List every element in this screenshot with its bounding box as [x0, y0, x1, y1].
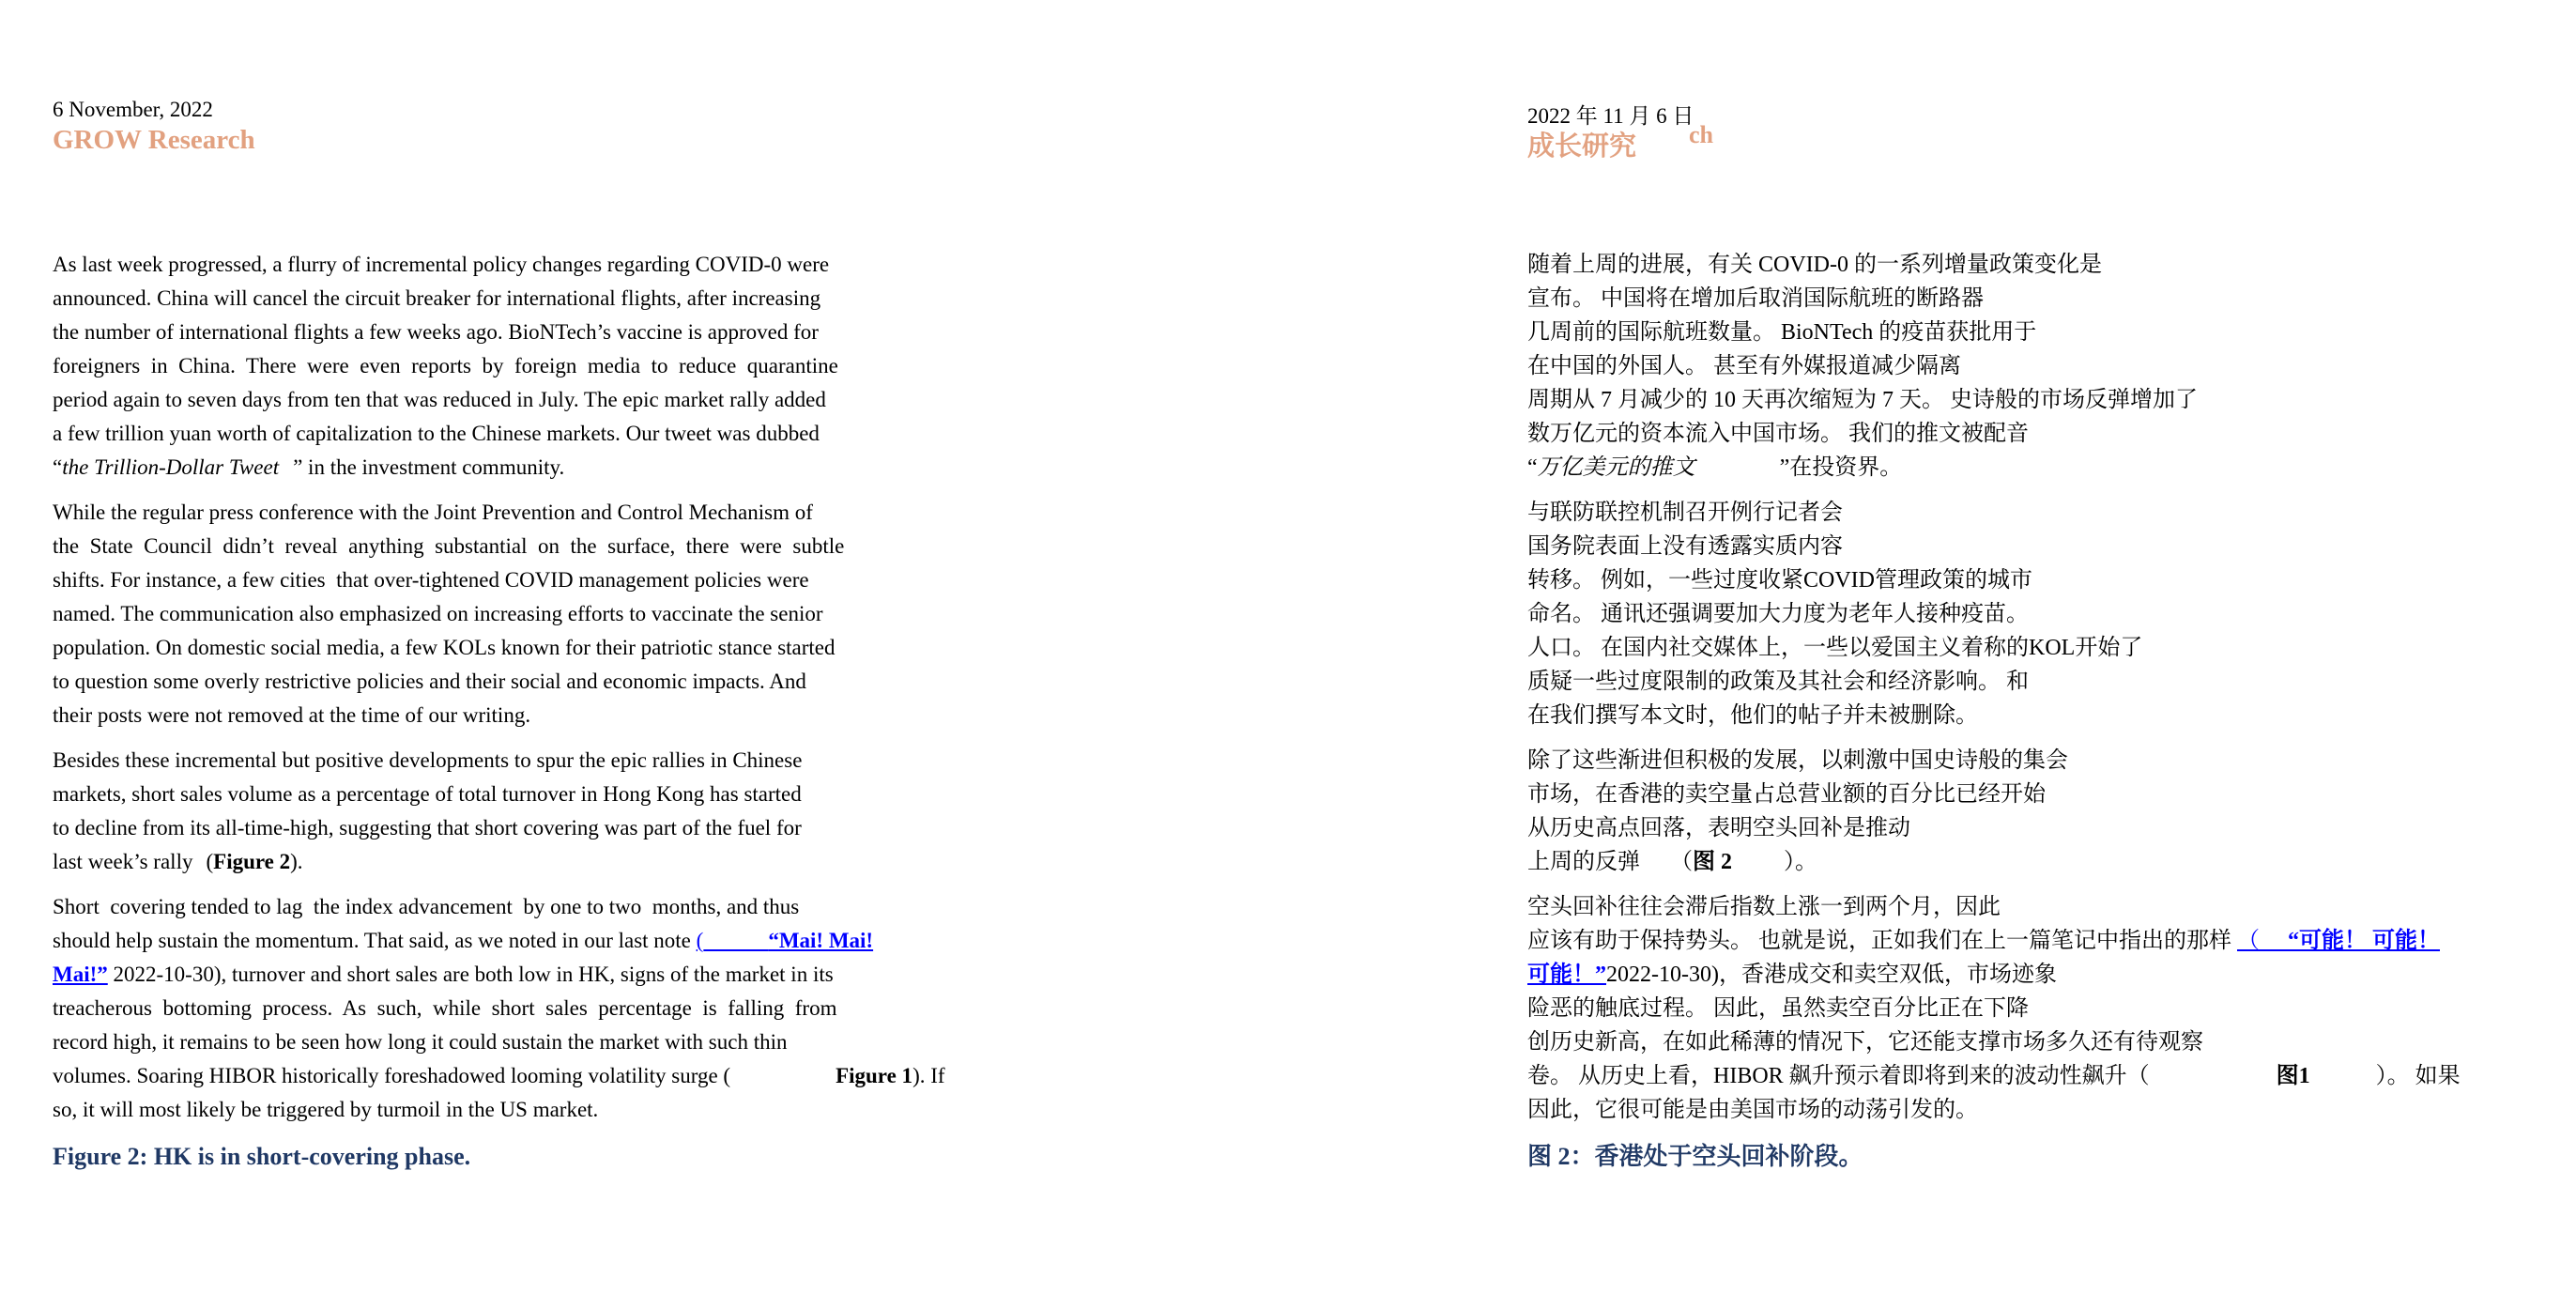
- link-paren[interactable]: (: [696, 929, 704, 952]
- text-line: While the regular press conference with the Joint Prevention and Control Mechanism of: [53, 501, 813, 524]
- text-line: 国务院表面上没有透露实质内容: [1527, 534, 1843, 559]
- figure-ref-2: Figure 2: [213, 850, 291, 873]
- paragraph-cn-2: [1527, 496, 2461, 732]
- text-line: 上周的反弹: [1527, 850, 1640, 874]
- quote-mark: “: [53, 455, 63, 479]
- figure-ref-1: Figure 1: [836, 1064, 913, 1087]
- figure-ref-1: 图1: [2276, 1064, 2310, 1088]
- text-line: to decline from its all-time-high, suggesting that short covering was part of the fuel for: [53, 816, 802, 840]
- italic-quote-text: 万亿美元的推文: [1537, 455, 1695, 480]
- text-line: 从历史高点回落，表明空头回补是推动: [1527, 816, 1910, 840]
- spacer: [2310, 1082, 2376, 1083]
- english-column: [53, 0, 1113, 1294]
- figure-ref-2: 图 2: [1693, 850, 1732, 874]
- paren-open: (: [206, 850, 214, 873]
- text-line: 与联防联控机制召开例行记者会: [1527, 501, 1843, 525]
- text-line: treacherous bottoming process. As such, while short sales percentage is falling from: [53, 996, 837, 1020]
- link-text[interactable]: Mai!”: [53, 963, 108, 986]
- text-line: foreigners in China. There were even reports by foreign media to reduce quarantine: [53, 354, 838, 377]
- spacer: [730, 1082, 836, 1083]
- text-line: markets, short sales volume as a percentage of total turnover in Hong Kong has started: [53, 782, 802, 806]
- text-line: ）。 如果: [2375, 1064, 2461, 1088]
- text-line: so, it will most likely be triggered by turmoil in the US market.: [53, 1098, 599, 1121]
- text-line: 2022-10-30)，香港成交和卖空双低，市场迹象: [1606, 963, 2057, 987]
- link-mai-mai-mai[interactable]: [697, 929, 873, 952]
- text-line: 转移。 例如，一些过度收紧COVID管理政策的城市: [1527, 568, 2032, 593]
- text-line: announced. China will cancel the circuit breaker for international flights, after increasing: [53, 286, 821, 310]
- link-paren[interactable]: （: [2237, 929, 2260, 953]
- link-gap[interactable]: [2260, 929, 2288, 953]
- text-line: As last week progressed, a flurry of incremental policy changes regarding COVID-0 were: [53, 253, 830, 276]
- spacer: [2150, 1082, 2277, 1083]
- text-line: 空头回补往往会滞后指数上涨一到两个月，因此: [1527, 895, 2001, 919]
- paren-close: ).: [290, 850, 303, 873]
- paragraph-en-2: [53, 496, 945, 732]
- text-line: shifts. For instance, a few cities that over-tightened COVID management policies were: [53, 568, 809, 592]
- spacer: [1695, 473, 1780, 474]
- text-line: 数万亿元的资本流入中国市场。 我们的推文被配音: [1527, 422, 2029, 446]
- spacer: [279, 473, 293, 474]
- brand-text: 成长研究: [1527, 131, 1637, 162]
- paren-close: ）。: [1784, 850, 1817, 874]
- text-line: 人口。 在国内社交媒体上，一些以爱国主义着称的KOL开始了: [1527, 636, 2143, 660]
- text-line: 在我们撰写本文时，他们的帖子并未被删除。: [1527, 703, 1978, 728]
- italic-quote-text: the Trillion-Dollar Tweet: [62, 455, 280, 479]
- text-line: 市场，在香港的卖空量占总营业额的百分比已经开始: [1527, 782, 2046, 807]
- date: 6 November, 2022: [53, 98, 213, 121]
- link-keneng-wrap[interactable]: [1527, 963, 1606, 987]
- brand-superscript: ch: [1689, 121, 1714, 148]
- chinese-column: [1527, 0, 2576, 1294]
- spacer: [1732, 868, 1784, 869]
- brand-title: [53, 124, 255, 156]
- text-line: 除了这些渐进但积极的发展，以刺激中国史诗般的集会: [1527, 748, 2068, 773]
- quote-mark: “: [1527, 455, 1538, 480]
- text-line: 卷。 从历史上看，HIBOR 飙升预示着即将到来的波动性飙升（: [1527, 1064, 2150, 1088]
- link-gap[interactable]: [703, 929, 768, 952]
- text-line: 质疑一些过度限制的政策及其社会和经济影响。 和: [1527, 670, 2029, 694]
- date: 2022 年 11 月 6 日: [1527, 104, 1694, 128]
- text-line: 因此，它很可能是由美国市场的动荡引发的。: [1527, 1098, 1978, 1122]
- text-line: 创历史新高，在如此稀薄的情况下，它还能支撑市场多久还有待观察: [1527, 1030, 2203, 1055]
- text-line: 几周前的国际航班数量。 BioNTech 的疫苗获批用于: [1527, 320, 2037, 345]
- text-line: population. On domestic social media, a few KOLs known for their patriotic stance started: [53, 636, 836, 659]
- link-text[interactable]: 可能！”: [1527, 963, 1606, 987]
- text-line: 2022-10-30), turnover and short sales are both low in HK, signs of the market in its: [107, 963, 834, 986]
- text-line: record high, it remains to be seen how long it could sustain the market with such thin: [53, 1030, 788, 1054]
- link-text[interactable]: “Mai! Mai!: [768, 929, 874, 952]
- paragraph-cn-4: [1527, 890, 2461, 1127]
- paragraph-en-1: [53, 248, 945, 485]
- text-line: 命名。 通讯还强调要加大力度为老年人接种疫苗。: [1527, 602, 2029, 626]
- brand-title: [1527, 121, 1714, 163]
- text-line: 应该有助于保持势头。 也就是说，正如我们在上一篇笔记中指出的那样: [1527, 929, 2237, 953]
- text-line: ” in the investment community.: [293, 455, 565, 479]
- text-line: Short covering tended to lag the index advancement by one to two months, and thus: [53, 895, 800, 918]
- text-line: should help sustain the momentum. That said, as we noted in our last note: [53, 929, 697, 952]
- paragraph-en-3: [53, 744, 945, 879]
- text-line: 在中国的外国人。 甚至有外媒报道减少隔离: [1527, 354, 1961, 378]
- figure-caption-cn: 图 2：香港处于空头回补阶段。: [1527, 1143, 1863, 1170]
- text-line: 险恶的触底过程。 因此，虽然卖空百分比正在下降: [1527, 996, 2029, 1021]
- brand-text: GROW Research: [53, 125, 255, 155]
- text-line: ). If: [912, 1064, 945, 1087]
- text-line: a few trillion yuan worth of capitalization to the Chinese markets. Our tweet was dubbed: [53, 422, 820, 445]
- spacer: [192, 868, 206, 869]
- text-line: period again to seven days from ten that was reduced in July. The epic market rally added: [53, 388, 826, 411]
- paragraph-cn-1: [1527, 248, 2461, 485]
- text-line: Besides these incremental but positive developments to spur the epic rallies in Chinese: [53, 748, 803, 772]
- text-line: ”在投资界。: [1779, 455, 1903, 480]
- text-line: the State Council didn’t reveal anything substantial on the surface, there were subtle: [53, 534, 845, 558]
- spacer: [1640, 868, 1670, 869]
- text-line: their posts were not removed at the time of our writing.: [53, 703, 531, 727]
- text-line: 随着上周的进展，有关 COVID-0 的一系列增量政策变化是: [1527, 253, 2102, 277]
- text-line: 宣布。 中国将在增加后取消国际航班的断路器: [1527, 286, 1984, 311]
- text-line: last week’s rally: [53, 850, 193, 873]
- paragraph-cn-3: [1527, 744, 2461, 879]
- link-mai-mai-mai-wrap[interactable]: [53, 963, 108, 986]
- text-line: the number of international flights a few weeks ago. BioNTech’s vaccine is approved for: [53, 320, 819, 344]
- text-line: to question some overly restrictive policies and their social and economic impacts. And: [53, 670, 806, 693]
- figure-caption-en: Figure 2: HK is in short-covering phase.: [53, 1143, 471, 1170]
- english-body: [53, 248, 945, 1174]
- paragraph-en-4: [53, 890, 945, 1127]
- text-line: named. The communication also emphasized on increasing efforts to vaccinate the senior: [53, 602, 823, 625]
- chinese-body: [1527, 248, 2461, 1174]
- link-keneng[interactable]: [2237, 929, 2440, 953]
- link-text[interactable]: “可能！ 可能！: [2288, 929, 2440, 953]
- text-line: 周期从 7 月减少的 10 天再次缩短为 7 天。 史诗般的市场反弹增加了: [1527, 388, 2198, 412]
- paren-open: （: [1670, 850, 1693, 874]
- text-line: volumes. Soaring HIBOR historically foreshadowed looming volatility surge (: [53, 1064, 731, 1087]
